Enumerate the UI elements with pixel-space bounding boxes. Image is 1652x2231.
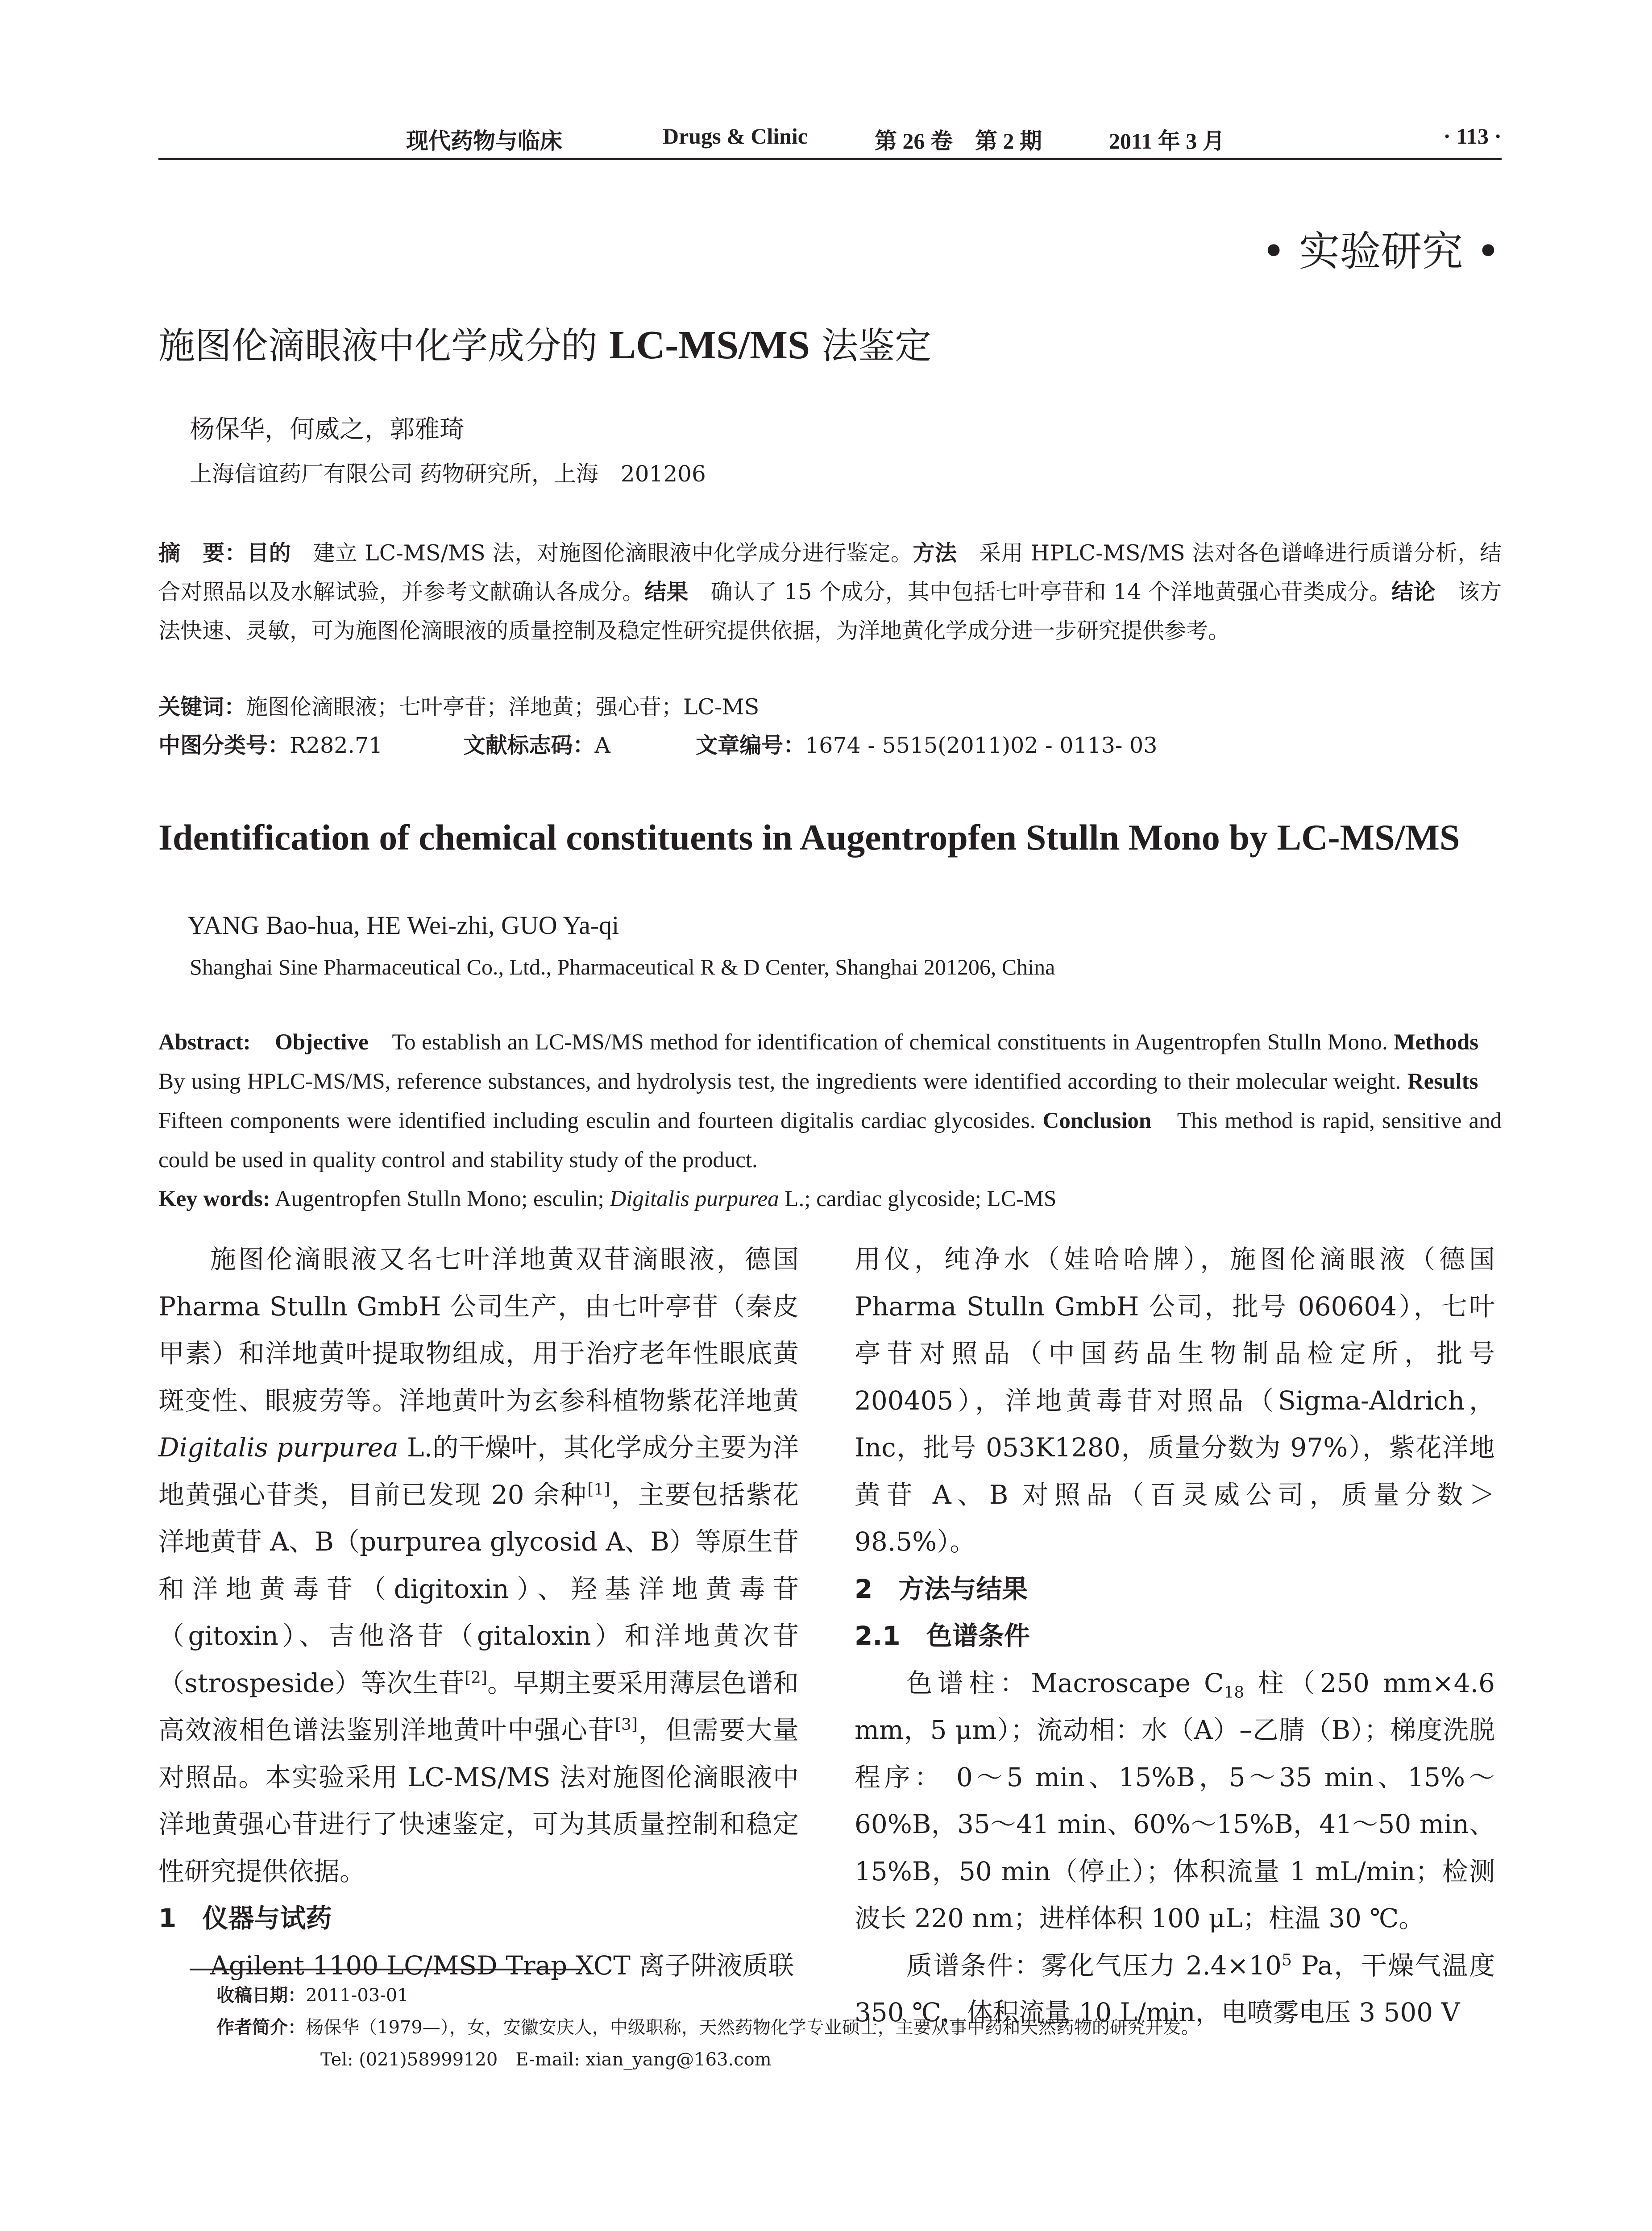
column-subscript: 18 — [1224, 1683, 1245, 1702]
clc-number: R282.71 — [290, 733, 383, 758]
keywords-en-italic: Digitalis purpurea — [610, 1186, 779, 1211]
affiliation-en: Shanghai Sine Pharmaceutical Co., Ltd., Pharmaceutical R & D Center, Shanghai 201206, China — [190, 954, 1055, 979]
abstract-zh-objective: 建立 LC-MS/MS 法，对施图伦滴眼液中化学成分进行鉴定。 — [291, 540, 913, 566]
intro-text-d: 。早期主要采用薄层色谱和高效液相色谱法鉴别洋地黄叶中强心苷 — [158, 1667, 799, 1745]
title-en: Identification of chemical constituents in Augentropfen Stulln Mono by LC-MS/MS — [158, 817, 1460, 858]
citation-3: [3] — [614, 1715, 638, 1734]
heading-1: 1 仪器与试药 — [158, 1903, 332, 1933]
journal-name-en: Drugs & Clinic — [663, 124, 808, 149]
body-column-right — [855, 1236, 1495, 2036]
keywords-zh — [158, 690, 759, 721]
abstract-zh-label: 摘 要： — [158, 540, 247, 566]
abstract-zh-conclusion-label: 结论 — [1391, 579, 1436, 605]
abstract-en-objective-label: Objective — [275, 1030, 369, 1055]
volume-issue: 第 26 卷 第 2 期 — [875, 129, 1042, 153]
abstract-en-conclusion: This method is rapid, sensitive and could be used in quality control and stability study of the product. — [158, 1108, 1502, 1173]
citation-2: [2] — [464, 1668, 487, 1687]
received-label: 收稿日期： — [216, 1985, 306, 2006]
intro-text-b: L.的干燥叶，其化学成分主要为洋地黄强心苷类，目前已发现 20 余种 — [158, 1432, 799, 1510]
abstract-en-conclusion-label: Conclusion — [1042, 1108, 1152, 1133]
title-zh — [158, 317, 931, 369]
bio-label: 作者简介： — [216, 2017, 306, 2038]
ms-text-b: Pa，干燥气温度 350 ℃，体积流量 10 L/min，电喷雾电压 3 500 V — [855, 1950, 1495, 2028]
intro-species-italic: Digitalis purpurea — [158, 1432, 398, 1463]
intro-paragraph — [158, 1236, 799, 1895]
issue-date: 2011 年 3 月 — [1109, 129, 1225, 153]
article-number-label: 文章编号： — [696, 733, 805, 758]
heading-2-1: 2.1 色谱条件 — [855, 1621, 1030, 1651]
title-zh-prefix: 施图伦滴眼液中化学成分的 — [158, 325, 598, 367]
section-tag: • 实验研究 • — [1261, 228, 1500, 275]
keywords-en-post: L.; cardiac glycoside; LC-MS — [779, 1186, 1057, 1211]
abstract-zh-conclusion: 该方法快速、灵敏，可为施图伦滴眼液的质量控制及稳定性研究提供依据，为洋地黄化学成分进一步研究提供参考。 — [158, 579, 1502, 643]
classification-line — [158, 728, 1157, 759]
keywords-en-pre: Augentropfen Stulln Mono; esculin; — [270, 1186, 610, 1211]
title-zh-suffix: 法鉴定 — [822, 325, 932, 367]
clc-label: 中图分类号： — [158, 733, 290, 758]
abstract-en-objective: To establish an LC-MS/MS method for identification of chemical constituents in Augentropfen Stulln Mono. — [368, 1030, 1388, 1055]
chromatography-paragraph — [855, 1660, 1495, 1942]
citation-1: [1] — [587, 1480, 610, 1499]
title-zh-latin: LC-MS/MS — [609, 323, 810, 367]
received-date: 2011-03-01 — [306, 1985, 409, 2006]
footnote-contact: Tel: (021)58999120 E-mail: xian_yang@163.com — [320, 2049, 772, 2070]
footnote-bio — [216, 2013, 1199, 2039]
body-column-left — [158, 1236, 799, 1989]
abstract-en-methods: By using HPLC-MS/MS, reference substances, and hydrolysis test, the ingredients were identified according to their molecular weight. — [158, 1030, 1502, 1094]
abstract-zh-results-label: 结果 — [644, 579, 689, 605]
keywords-zh-label: 关键词： — [158, 694, 246, 720]
chromatography-text-a: 色谱柱：Macroscape C — [906, 1667, 1224, 1698]
intro-text-e: ，但需要大量对照品。本实验采用 LC-MS/MS 法对施图伦滴眼液中洋地黄强心苷进行了快速鉴定，可为其质量控制和稳定性研究提供依据。 — [158, 1715, 799, 1887]
article-number: 1674 - 5515(2011)02 - 0113- 03 — [805, 733, 1158, 758]
keywords-en — [158, 1186, 1056, 1212]
pressure-exponent: 5 — [1281, 1951, 1292, 1970]
bio-text: 杨保华（1979—），女，安徽安庆人，中级职称，天然药物化学专业硕士，主要从事中药和天然药物的研究开发。 — [306, 2017, 1199, 2038]
abstract-en-results: Fifteen components were identified including esculin and fourteen digitalis cardiac glycosides. — [158, 1069, 1502, 1133]
intro-text-c: ，主要包括紫花洋地黄苷 A、B（purpurea glycosid A、B）等原生苷和洋地黄毒苷（digitoxin）、羟基洋地黄毒苷（gitoxin）、吉他洛苷（gitaloxin）和洋地黄次苷（strospeside）等次生苷 — [158, 1479, 799, 1698]
abstract-zh-methods-label: 方法 — [913, 540, 957, 566]
footnote-rule — [190, 1969, 582, 1970]
keywords-zh-text: 施图伦滴眼液；七叶亭苷；洋地黄；强心苷；LC-MS — [246, 694, 760, 720]
authors-zh: 杨保华，何威之，郭雅琦 — [190, 415, 465, 444]
keywords-en-label: Key words: — [158, 1186, 270, 1211]
abstract-en-results-label: Results — [1407, 1069, 1478, 1094]
abstract-zh-methods: 采用 HPLC-MS/MS 法对各色谱峰进行质谱分析，结合对照品以及水解试验，并参考文献确认各成分。 — [158, 540, 1502, 605]
affiliation-zh: 上海信谊药厂有限公司 药物研究所，上海 201206 — [190, 461, 706, 487]
page-number: · 113 · — [1443, 124, 1502, 149]
abstract-zh-objective-label: 目的 — [247, 540, 291, 566]
ms-text-a: 质谱条件：雾化气压力 2.4×10 — [906, 1950, 1282, 1981]
authors-en: YANG Bao-hua, HE Wei-zhi, GUO Ya-qi — [187, 911, 619, 940]
abstract-en-label: Abstract: — [158, 1030, 251, 1055]
instruments-paragraph: Agilent 1100 LC/MSD Trap XCT 离子阱液质联 — [210, 1950, 794, 1981]
intro-text-a: 施图伦滴眼液又名七叶洋地黄双苷滴眼液，德国 Pharma Stulln GmbH 公司生产，由七叶亭苷（秦皮甲素）和洋地黄叶提取物组成，用于治疗老年性眼底黄斑变性、眼疲劳等。洋地黄叶为玄参科植物紫花洋地黄 — [158, 1244, 799, 1416]
footnote-received — [216, 1981, 409, 2007]
abstract-en-methods-label: Methods — [1394, 1030, 1479, 1055]
instruments-continued: 用仪，纯净水（娃哈哈牌），施图伦滴眼液（德国 Pharma Stulln GmbH 公司，批号 060604），七叶亭苷对照品（中国药品生物制品检定所，批号 200405），洋地黄毒苷对照品（Sigma-Aldrich，Inc，批号 053K1280，质量分数为 97%），紫花洋地黄苷 A、B 对照品（百灵威公司，质量分数＞98.5%）。 — [855, 1244, 1495, 1557]
abstract-zh-results: 确认了 15 个成分，其中包括七叶亭苷和 14 个洋地黄强心苷类成分。 — [688, 579, 1391, 605]
chromatography-text-b: 柱（250 mm×4.6 mm，5 μm）；流动相：水（A）–乙腈（B）；梯度洗脱程序： 0～5 min、15%B，5～35 min、15%～60%B，35～41 min、60%～15%B，41～50 min、15%B，50 min（停止）；体积流量 1 mL/min；检测波长 220 nm；进样体积 100 μL；柱温 30 ℃。 — [855, 1667, 1495, 1933]
abstract-en — [158, 1023, 1502, 1180]
doc-code: A — [594, 733, 610, 758]
running-header — [158, 117, 1502, 160]
heading-2: 2 方法与结果 — [855, 1573, 1028, 1604]
abstract-zh — [158, 534, 1502, 650]
journal-name-zh: 现代药物与临床 — [406, 129, 562, 153]
doc-code-label: 文献标志码： — [463, 733, 595, 758]
